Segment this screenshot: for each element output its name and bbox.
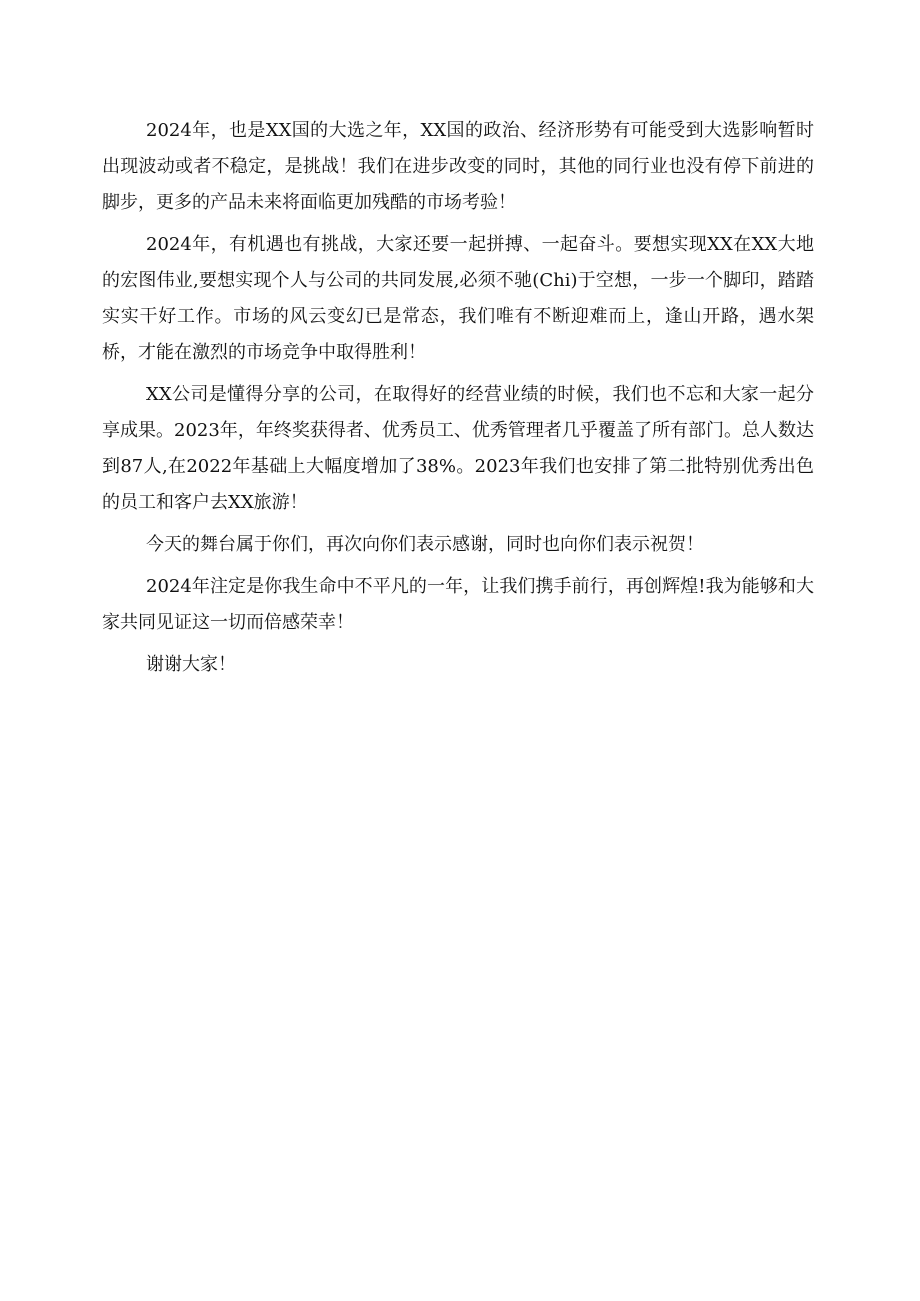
paragraph-election-challenge: 2024年，也是XX国的大选之年，XX国的政治、经济形势有可能受到大选影响暂时出现波动或者不稳定，是挑战！我们在进步改变的同时，其他的同行业也没有停下前进的脚步，更多的产品未来将面临更加残酷的市场考验！: [102, 120, 814, 213]
paragraph-2024-outlook: 2024年注定是你我生命中不平凡的一年，让我们携手前行，再创辉煌!我为能够和大家共同见证这一切而倍感荣幸！: [102, 576, 814, 633]
paragraph-thanks: 今天的舞台属于你们，再次向你们表示感谢，同时也向你们表示祝贺！: [146, 534, 704, 555]
paragraph-closing: 谢谢大家！: [146, 654, 236, 675]
document-body: [102, 113, 814, 689]
paragraph-opportunity: 2024年，有机遇也有挑战，大家还要一起拼搏、一起奋斗。要想实现XX在XX大地的宏图伟业,要想实现个人与公司的共同发展,必须不驰(Chi)于空想，一步一个脚印，踏踏实实干好工作。市场的风云变幻已是常态，我们唯有不断迎难而上，逢山开路，遇水架桥，才能在激烈的市场竞争中取得胜利！: [102, 234, 814, 363]
paragraph-sharing-results: XX公司是懂得分享的公司，在取得好的经营业绩的时候，我们也不忘和大家一起分享成果。2023年，年终奖获得者、优秀员工、优秀管理者几乎覆盖了所有部门。总人数达到87人,在2022年基础上大幅度增加了38%。2023年我们也安排了第二批特别优秀出色的员工和客户去XX旅游！: [102, 384, 814, 513]
